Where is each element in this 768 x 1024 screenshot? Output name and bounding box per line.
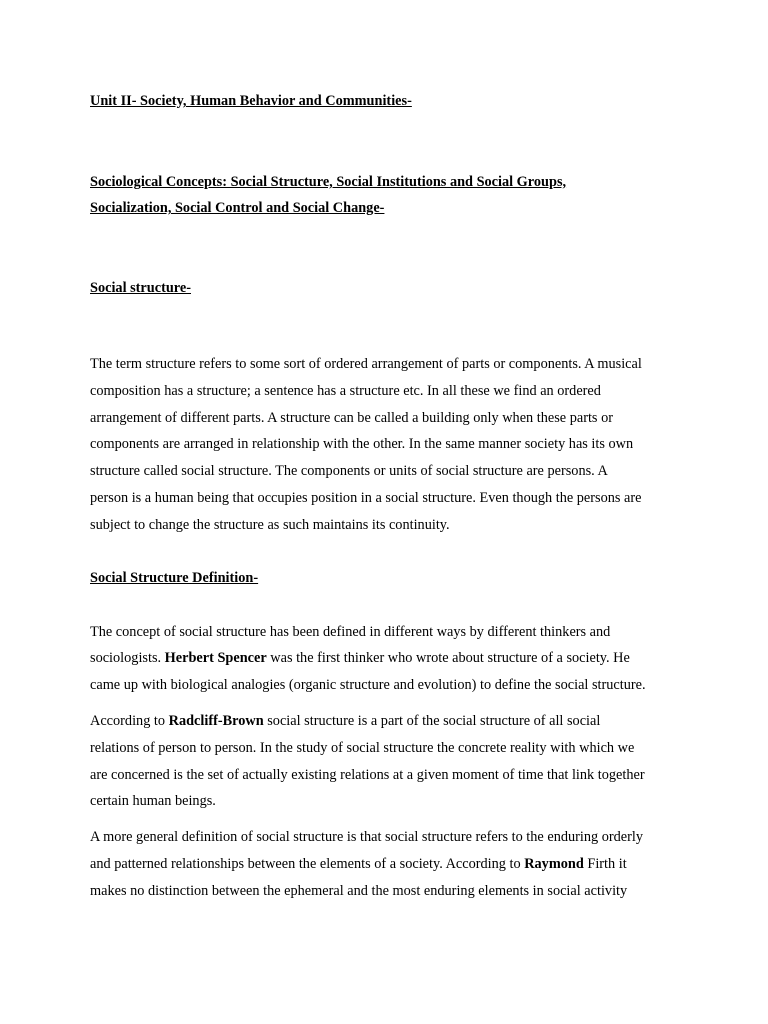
para3-line: certain human beings. [90, 793, 216, 810]
para2-text: sociologists. [90, 650, 165, 667]
para3-line [90, 708, 690, 735]
name-raymond: Raymond [524, 855, 584, 872]
para1-line: The term structure refers to some sort of ordered arrangement of parts or components. A musical [90, 356, 642, 372]
paragraph-structure-intro [90, 351, 690, 539]
concepts-heading-line1: Sociological Concepts: Social Structure, Social Institutions and Social Groups, [90, 174, 567, 190]
para3-line: relations of person to person. In the study of social structure the concrete reality with which we [90, 739, 635, 756]
para4-text: and patterned relationships between the elements of a society. According to [90, 855, 525, 872]
para2-line: The concept of social structure has been defined in different ways by different thinkers and [90, 623, 611, 640]
para1-line: components are arranged in relationship with the other. In the same manner society has its own [90, 436, 634, 453]
para3-line: are concerned is the set of actually existing relations at a given moment of time that link together [90, 766, 645, 783]
paragraph-general-definition [90, 824, 690, 904]
name-radcliff-brown: Radcliff-Brown [168, 712, 264, 729]
para1-line: subject to change the structure as such maintains its continuity. [90, 516, 450, 533]
para2-text: was the first thinker who wrote about structure of a society. He [266, 650, 630, 667]
para3-text: social structure is a part of the social structure of all social [263, 712, 601, 729]
para1-line: arrangement of different parts. A structure can be called a building only when these parts or [90, 409, 613, 426]
unit-heading: Unit II- Society, Human Behavior and Communities- [90, 93, 412, 109]
para1-line: person is a human being that occupies position in a social structure. Even though the persons are [90, 489, 642, 506]
para2-line: came up with biological analogies (organic structure and evolution) to define the social structure. [90, 677, 646, 694]
paragraph-radcliff-brown [90, 708, 690, 815]
para2-line [90, 645, 690, 672]
concepts-heading-line2: Socialization, Social Control and Social Change- [90, 200, 385, 216]
para4-line: makes no distinction between the ephemeral and the most enduring elements in social activity [90, 882, 628, 899]
para3-text: According to [90, 712, 169, 729]
concepts-heading [90, 169, 690, 221]
name-herbert-spencer: Herbert Spencer [164, 650, 267, 667]
social-structure-heading: Social structure- [90, 280, 191, 296]
para4-line [90, 851, 690, 878]
paragraph-spencer [90, 619, 690, 699]
para4-line: A more general definition of social structure is that social structure refers to the enduring orderly [90, 829, 644, 846]
para1-line: composition has a structure; a sentence has a structure etc. In all these we find an ordered [90, 382, 601, 399]
definition-heading: Social Structure Definition- [90, 569, 259, 586]
document-body [90, 88, 690, 905]
para4-text: Firth it [583, 855, 627, 872]
para1-line: structure called social structure. The components or units of social structure are persons. A [90, 463, 608, 480]
